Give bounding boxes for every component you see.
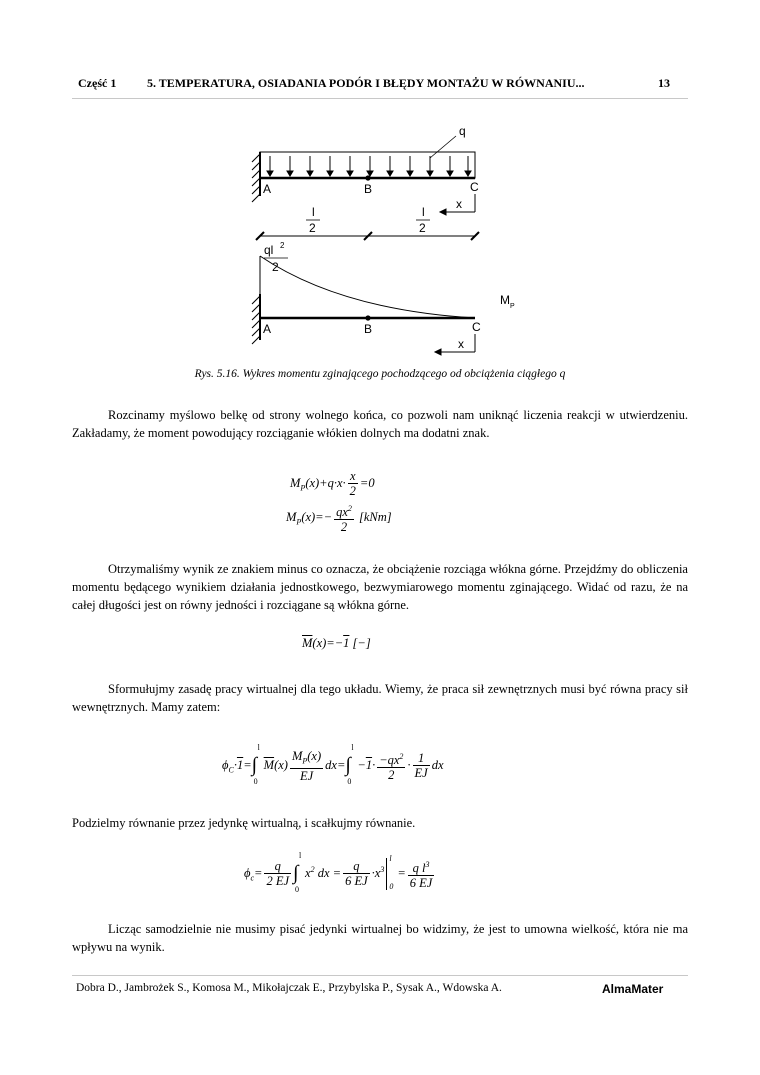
equation-3: $\overline{M}(x)=-1$ [−] <box>302 636 371 650</box>
upper-x-label: x <box>456 197 462 211</box>
mp-label: M <box>500 293 510 307</box>
equation-5: $\phi_c=$ $\frac{q}{2 EJ}$ ∫ l 0 $x^2$ dx = $\frac{q}{6 EJ}$ $\cdot x^3$ l 0 = $\frac{q l^3}{6 EJ}$ <box>244 851 433 895</box>
load-label: q <box>459 124 466 138</box>
distributed-load <box>260 152 475 178</box>
dim-left-den: 2 <box>309 221 316 235</box>
equation-2: $M_P(x)=-$ $\frac{qx^2}{2}$ [kNm] <box>286 504 392 535</box>
mp-sub: P <box>510 303 515 310</box>
paragraph-4: Podzielmy równanie przez jedynkę wirtualną, i scałkujmy równanie. <box>72 816 416 830</box>
moment-den: 2 <box>272 260 279 274</box>
footer-brand: AlmaMater <box>602 982 664 996</box>
dim-right-num: l <box>422 205 425 219</box>
lower-label-a: A <box>263 322 272 336</box>
dim-left-num: l <box>312 205 315 219</box>
footer-authors: Dobra D., Jambrożek S., Komosa M., Mikołajczak E., Przybylska P., Sysak A., Wdowska A. <box>76 982 502 994</box>
load-leader <box>430 136 456 158</box>
lower-x-label: x <box>458 337 464 351</box>
moment-num: ql <box>264 243 274 257</box>
beam-figure <box>230 118 530 363</box>
dim-right-den: 2 <box>419 221 426 235</box>
header-rule <box>72 98 688 99</box>
moment-curve <box>260 256 475 318</box>
moment-sup: 2 <box>280 241 285 250</box>
page-header <box>72 76 688 96</box>
dimension-line <box>256 232 479 240</box>
paragraph-3: Sformułujmy zasadę pracy wirtualnej dla tego układu. Wiemy, że praca sił zewnętrznych musi być równa pracy sił wewnętrznych. Mamy zatem: <box>72 682 688 714</box>
part-label: Część 1 <box>78 76 117 90</box>
lower-wall <box>252 294 260 344</box>
lower-label-c: C <box>472 320 481 334</box>
chapter-title: 5. TEMPERATURA, OSIADANIA PODÓR I BŁĘDY MONTAŻU W RÓWNANIU... <box>147 76 585 90</box>
figure-caption: Rys. 5.16. Wykres momentu zginającego pochodzącego od obciążenia ciągłego q <box>194 368 566 380</box>
upper-point-b <box>365 175 370 180</box>
paragraph-2: Otrzymaliśmy wynik ze znakiem minus co oznacza, że obciążenie rozciąga włókna górne. Przejdźmy do obliczenia momentu będącego wynikiem działania jednostkowego, bezwymiarowego momentu zginającego. Widać od razu, że na całej długości jest on równy jedności i rozciągane są włókna górne. <box>72 562 688 612</box>
lower-label-b: B <box>364 322 373 336</box>
paragraph-5: Licząc samodzielnie nie musimy pisać jedynki wirtualnej bo widzimy, że jest to umowna wielkość, która nie ma wpływu na wynik. <box>72 922 688 954</box>
page-number: 13 <box>658 76 670 90</box>
equation-4: $\phi_C\cdot 1=$ ∫ l 0 $\overline{M}(x)$ $\frac{M_P(x)}{EJ}$ dx= ∫ l 0 −1· $\frac{-qx^2}{2}$ · $\frac{1}{EJ}$ dx <box>222 743 444 787</box>
upper-wall <box>252 152 260 202</box>
lower-point-b <box>365 315 370 320</box>
footer-rule <box>72 975 688 976</box>
upper-label-a: A <box>263 182 272 196</box>
lower-x-arrow <box>435 334 475 355</box>
equation-1: $M_P(x)+q\cdot x\cdot$ $\frac{x}{2}$ =0 <box>290 469 375 498</box>
upper-label-b: B <box>364 182 373 196</box>
upper-label-c: C <box>470 180 479 194</box>
paragraph-1: Rozcinamy myślowo belkę od strony wolnego końca, co pozwoli nam uniknąć liczenia reakcji w utwierdzeniu. Zakładamy, że moment powodujący rozciąganie włókien dolnych ma dodatni znak. <box>72 408 688 440</box>
